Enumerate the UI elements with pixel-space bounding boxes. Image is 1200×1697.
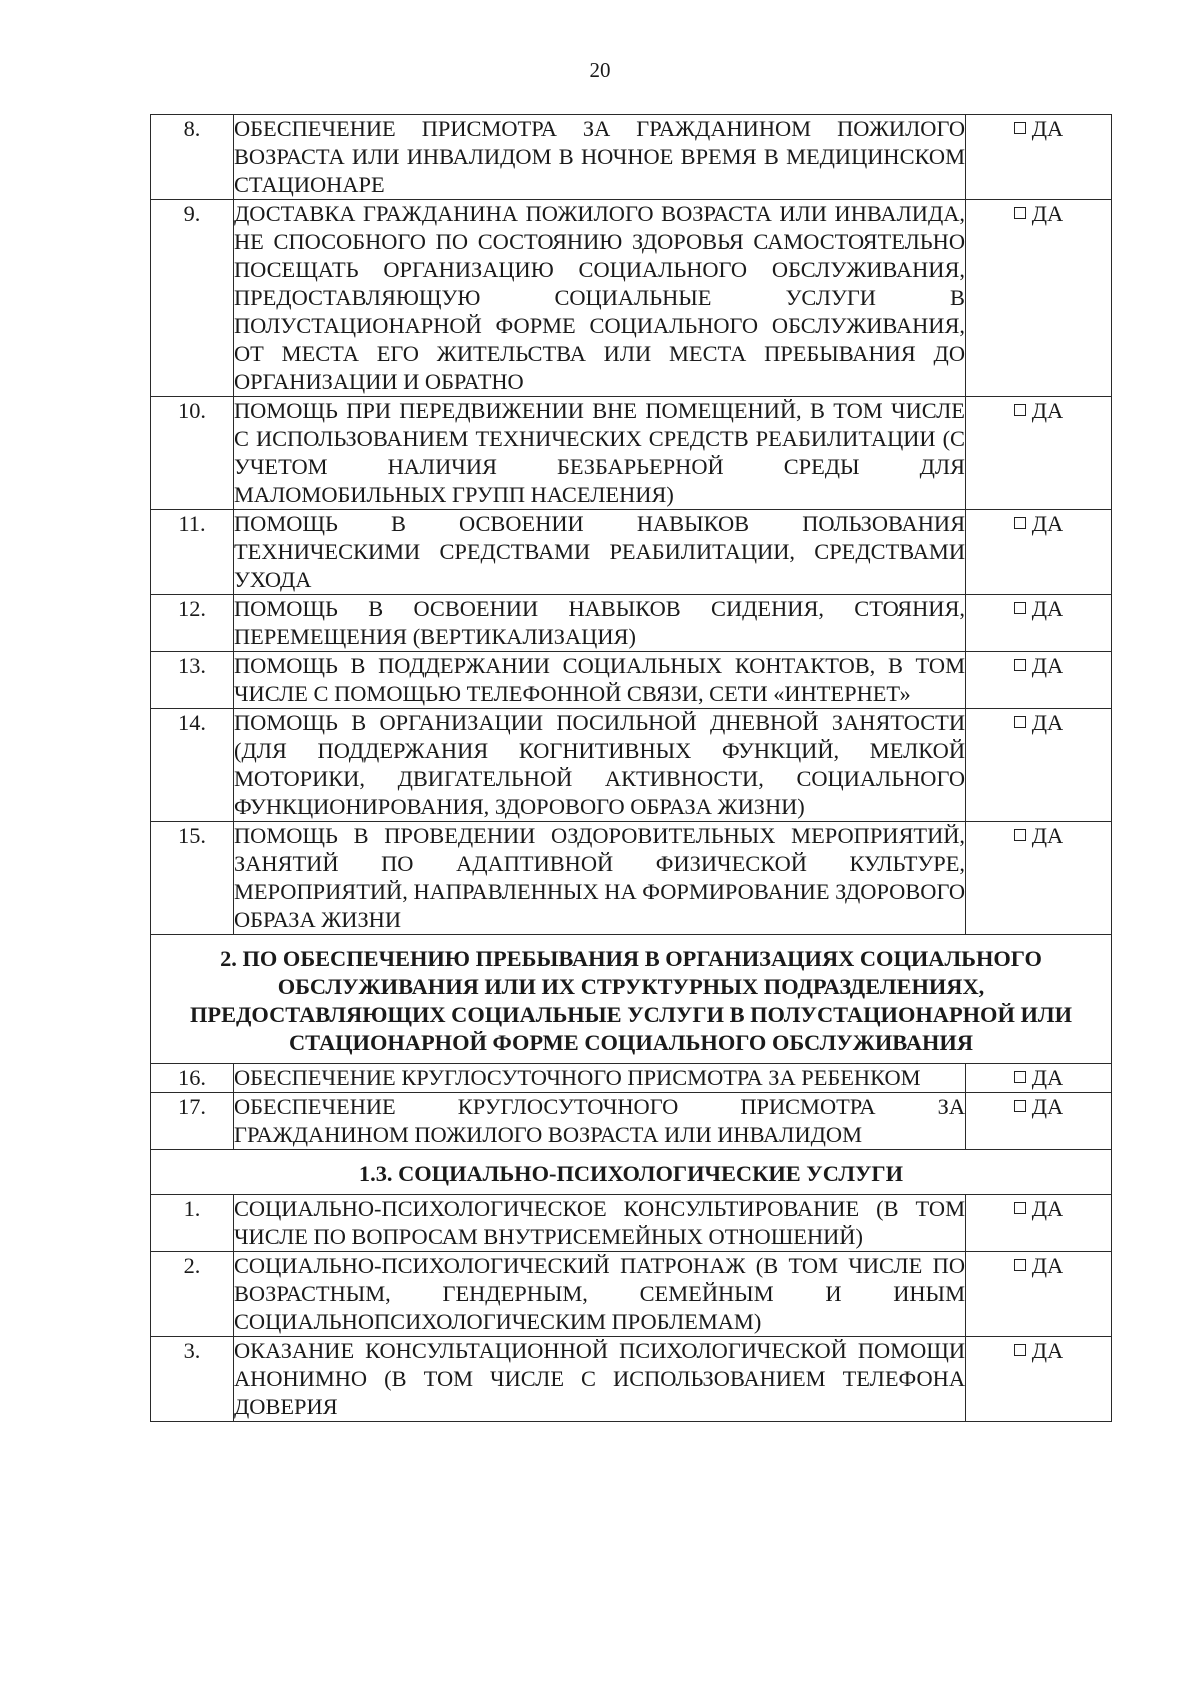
yes-option[interactable] xyxy=(966,1064,1112,1093)
service-number: 17. xyxy=(151,1093,234,1150)
service-description: СОЦИАЛЬНО-ПСИХОЛОГИЧЕСКИЙ ПАТРОНАЖ (В ТОМ ЧИСЛЕ ПО ВОЗРАСТНЫМ, ГЕНДЕРНЫМ, СЕМЕЙНЫМ И ИНЫМ СОЦИАЛЬНОПСИХОЛОГИЧЕСКИМ ПРОБЛЕМАМ) xyxy=(234,1252,966,1337)
yes-option[interactable] xyxy=(966,709,1112,822)
service-number: 13. xyxy=(151,652,234,709)
service-description: ОБЕСПЕЧЕНИЕ ПРИСМОТРА ЗА ГРАЖДАНИНОМ ПОЖИЛОГО ВОЗРАСТА ИЛИ ИНВАЛИДОМ В НОЧНОЕ ВРЕМЯ В МЕДИЦИНСКОМ СТАЦИОНАРЕ xyxy=(234,115,966,200)
yes-option[interactable] xyxy=(966,397,1112,510)
service-row xyxy=(151,1252,1112,1337)
yes-option[interactable] xyxy=(966,822,1112,935)
checkbox-icon[interactable] xyxy=(1014,207,1026,219)
service-row xyxy=(151,709,1112,822)
service-description: ДОСТАВКА ГРАЖДАНИНА ПОЖИЛОГО ВОЗРАСТА ИЛИ ИНВАЛИДА, НЕ СПОСОБНОГО ПО СОСТОЯНИЮ ЗДОРОВЬЯ САМОСТОЯТЕЛЬНО ПОСЕЩАТЬ ОРГАНИЗАЦИЮ СОЦИАЛЬНОГО ОБСЛУЖИВАНИЯ, ПРЕДОСТАВЛЯЮЩУЮ СОЦИАЛЬНЫЕ УСЛУГИ В ПОЛУСТАЦИОНАРНОЙ ФОРМЕ СОЦИАЛЬНОГО ОБСЛУЖИВАНИЯ, ОТ МЕСТА ЕГО ЖИТЕЛЬСТВА ИЛИ МЕСТА ПРЕБЫВАНИЯ ДО ОРГАНИЗАЦИИ И ОБРАТНО xyxy=(234,200,966,397)
yes-label: ДА xyxy=(1031,116,1064,141)
checkbox-icon[interactable] xyxy=(1014,659,1026,671)
service-description: СОЦИАЛЬНО-ПСИХОЛОГИЧЕСКОЕ КОНСУЛЬТИРОВАНИЕ (В ТОМ ЧИСЛЕ ПО ВОПРОСАМ ВНУТРИСЕМЕЙНЫХ ОТНОШЕНИЙ) xyxy=(234,1195,966,1252)
checkbox-icon[interactable] xyxy=(1014,404,1026,416)
yes-option[interactable] xyxy=(966,1252,1112,1337)
section-heading: 2. ПО ОБЕСПЕЧЕНИЮ ПРЕБЫВАНИЯ В ОРГАНИЗАЦИЯХ СОЦИАЛЬНОГО ОБСЛУЖИВАНИЯ ИЛИ ИХ СТРУКТУРНЫХ ПОДРАЗДЕЛЕНИЯХ, ПРЕДОСТАВЛЯЮЩИХ СОЦИАЛЬНЫЕ УСЛУГИ В ПОЛУСТАЦИОНАРНОЙ ИЛИ СТАЦИОНАРНОЙ ФОРМЕ СОЦИАЛЬНОГО ОБСЛУЖИВАНИЯ xyxy=(151,935,1112,1064)
service-number: 16. xyxy=(151,1064,234,1093)
checkbox-icon[interactable] xyxy=(1014,517,1026,529)
service-description: ПОМОЩЬ В ОРГАНИЗАЦИИ ПОСИЛЬНОЙ ДНЕВНОЙ ЗАНЯТОСТИ (ДЛЯ ПОДДЕРЖАНИЯ КОГНИТИВНЫХ ФУНКЦИЙ, МЕЛКОЙ МОТОРИКИ, ДВИГАТЕЛЬНОЙ АКТИВНОСТИ, СОЦИАЛЬНОГО ФУНКЦИОНИРОВАНИЯ, ЗДОРОВОГО ОБРАЗА ЖИЗНИ) xyxy=(234,709,966,822)
yes-label: ДА xyxy=(1031,511,1064,536)
service-row xyxy=(151,200,1112,397)
service-row xyxy=(151,1064,1112,1093)
yes-option[interactable] xyxy=(966,652,1112,709)
yes-label: ДА xyxy=(1031,1196,1064,1221)
service-row xyxy=(151,115,1112,200)
service-row xyxy=(151,1195,1112,1252)
services-table xyxy=(150,114,1112,1422)
yes-label: ДА xyxy=(1031,1094,1064,1119)
section-heading-row xyxy=(151,935,1112,1064)
yes-label: ДА xyxy=(1031,710,1064,735)
checkbox-icon[interactable] xyxy=(1014,829,1026,841)
service-description: ОБЕСПЕЧЕНИЕ КРУГЛОСУТОЧНОГО ПРИСМОТРА ЗА РЕБЕНКОМ xyxy=(234,1064,966,1093)
service-number: 9. xyxy=(151,200,234,397)
checkbox-icon[interactable] xyxy=(1014,1202,1026,1214)
yes-option[interactable] xyxy=(966,510,1112,595)
page-number: 20 xyxy=(589,58,611,82)
checkbox-icon[interactable] xyxy=(1014,716,1026,728)
checkbox-icon[interactable] xyxy=(1014,602,1026,614)
service-number: 15. xyxy=(151,822,234,935)
service-number: 8. xyxy=(151,115,234,200)
service-number: 3. xyxy=(151,1337,234,1422)
checkbox-icon[interactable] xyxy=(1014,1259,1026,1271)
checkbox-icon[interactable] xyxy=(1014,1071,1026,1083)
service-description: ПОМОЩЬ В ПОДДЕРЖАНИИ СОЦИАЛЬНЫХ КОНТАКТОВ, В ТОМ ЧИСЛЕ С ПОМОЩЬЮ ТЕЛЕФОННОЙ СВЯЗИ, СЕТИ «ИНТЕРНЕТ» xyxy=(234,652,966,709)
section-heading: 1.3. СОЦИАЛЬНО-ПСИХОЛОГИЧЕСКИЕ УСЛУГИ xyxy=(151,1150,1112,1195)
service-row xyxy=(151,822,1112,935)
service-row xyxy=(151,595,1112,652)
yes-option[interactable] xyxy=(966,1337,1112,1422)
checkbox-icon[interactable] xyxy=(1014,1100,1026,1112)
yes-option[interactable] xyxy=(966,595,1112,652)
service-row xyxy=(151,1093,1112,1150)
services-table-body xyxy=(151,115,1112,1422)
service-number: 12. xyxy=(151,595,234,652)
yes-label: ДА xyxy=(1031,398,1064,423)
yes-option[interactable] xyxy=(966,1195,1112,1252)
service-row xyxy=(151,510,1112,595)
service-number: 10. xyxy=(151,397,234,510)
yes-label: ДА xyxy=(1031,596,1064,621)
service-row xyxy=(151,652,1112,709)
service-number: 14. xyxy=(151,709,234,822)
service-row xyxy=(151,1337,1112,1422)
yes-label: ДА xyxy=(1031,823,1064,848)
service-row xyxy=(151,397,1112,510)
service-description: ПОМОЩЬ ПРИ ПЕРЕДВИЖЕНИИ ВНЕ ПОМЕЩЕНИЙ, В ТОМ ЧИСЛЕ С ИСПОЛЬЗОВАНИЕМ ТЕХНИЧЕСКИХ СРЕДСТВ РЕАБИЛИТАЦИИ (С УЧЕТОМ НАЛИЧИЯ БЕЗБАРЬЕРНОЙ СРЕДЫ ДЛЯ МАЛОМОБИЛЬНЫХ ГРУПП НАСЕЛЕНИЯ) xyxy=(234,397,966,510)
yes-option[interactable] xyxy=(966,1093,1112,1150)
service-description: ПОМОЩЬ В ОСВОЕНИИ НАВЫКОВ ПОЛЬЗОВАНИЯ ТЕХНИЧЕСКИМИ СРЕДСТВАМИ РЕАБИЛИТАЦИИ, СРЕДСТВАМИ УХОДА xyxy=(234,510,966,595)
checkbox-icon[interactable] xyxy=(1014,122,1026,134)
yes-label: ДА xyxy=(1031,1065,1064,1090)
section-heading-row xyxy=(151,1150,1112,1195)
yes-option[interactable] xyxy=(966,200,1112,397)
yes-label: ДА xyxy=(1031,1338,1064,1363)
service-description: ПОМОЩЬ В ПРОВЕДЕНИИ ОЗДОРОВИТЕЛЬНЫХ МЕРОПРИЯТИЙ, ЗАНЯТИЙ ПО АДАПТИВНОЙ ФИЗИЧЕСКОЙ КУЛЬТУРЕ, МЕРОПРИЯТИЙ, НАПРАВЛЕННЫХ НА ФОРМИРОВАНИЕ ЗДОРОВОГО ОБРАЗА ЖИЗНИ xyxy=(234,822,966,935)
service-description: ОБЕСПЕЧЕНИЕ КРУГЛОСУТОЧНОГО ПРИСМОТРА ЗА ГРАЖДАНИНОМ ПОЖИЛОГО ВОЗРАСТА ИЛИ ИНВАЛИДОМ xyxy=(234,1093,966,1150)
yes-label: ДА xyxy=(1031,1253,1064,1278)
yes-option[interactable] xyxy=(966,115,1112,200)
yes-label: ДА xyxy=(1031,653,1064,678)
service-description: ОКАЗАНИЕ КОНСУЛЬТАЦИОННОЙ ПСИХОЛОГИЧЕСКОЙ ПОМОЩИ АНОНИМНО (В ТОМ ЧИСЛЕ С ИСПОЛЬЗОВАНИЕМ ТЕЛЕФОНА ДОВЕРИЯ xyxy=(234,1337,966,1422)
yes-label: ДА xyxy=(1031,201,1064,226)
service-number: 2. xyxy=(151,1252,234,1337)
service-number: 11. xyxy=(151,510,234,595)
service-number: 1. xyxy=(151,1195,234,1252)
service-description: ПОМОЩЬ В ОСВОЕНИИ НАВЫКОВ СИДЕНИЯ, СТОЯНИЯ, ПЕРЕМЕЩЕНИЯ (ВЕРТИКАЛИЗАЦИЯ) xyxy=(234,595,966,652)
checkbox-icon[interactable] xyxy=(1014,1344,1026,1356)
